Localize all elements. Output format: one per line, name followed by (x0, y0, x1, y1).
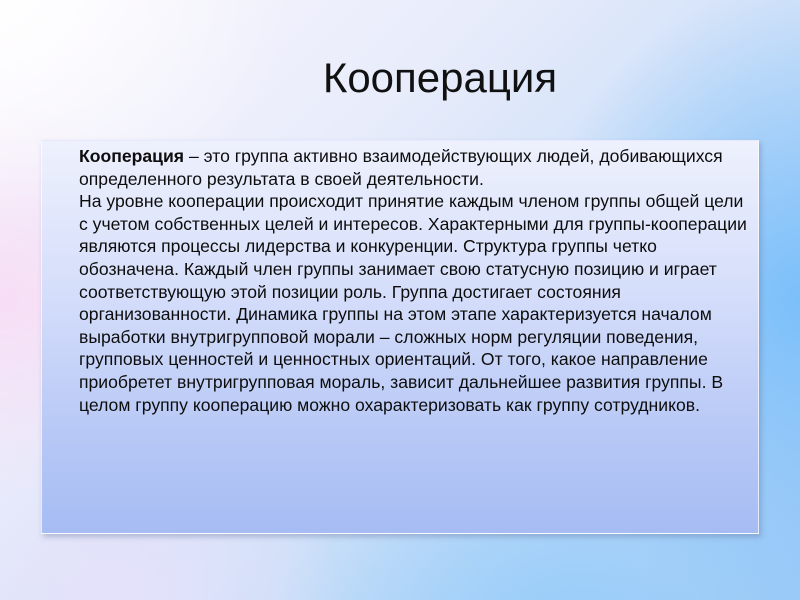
definition-text: – это группа активно взаимодействующих людей, добивающихся определенного результата в своей деятельности. (79, 146, 723, 189)
definition-paragraph (79, 145, 750, 190)
definition-term: Кооперация (79, 146, 185, 166)
body-paragraph: На уровне кооперации происходит принятие каждым членом группы общей цели с учетом собственных целей и интересов. Характерными для группы-кооперации являются процессы лидерства и конкуренции. Структура группы четко обозначена. Каждый член группы занимает свою статусную позицию и играет соответствующую этой позиции роль. Группа достигает состояния организованности. Динамика группы на этом этапе характеризуется началом выработки внутригрупповой морали – сложных норм регуляции поведения, групповых ценностей и ценностных ориентаций. От того, какое направление приобретет внутригрупповая мораль, зависит дальнейшее развития группы. В целом группу кооперацию можно охарактеризовать как группу сотрудников. (79, 191, 747, 415)
content-box (41, 140, 759, 534)
slide-title: Кооперация (322, 54, 558, 101)
